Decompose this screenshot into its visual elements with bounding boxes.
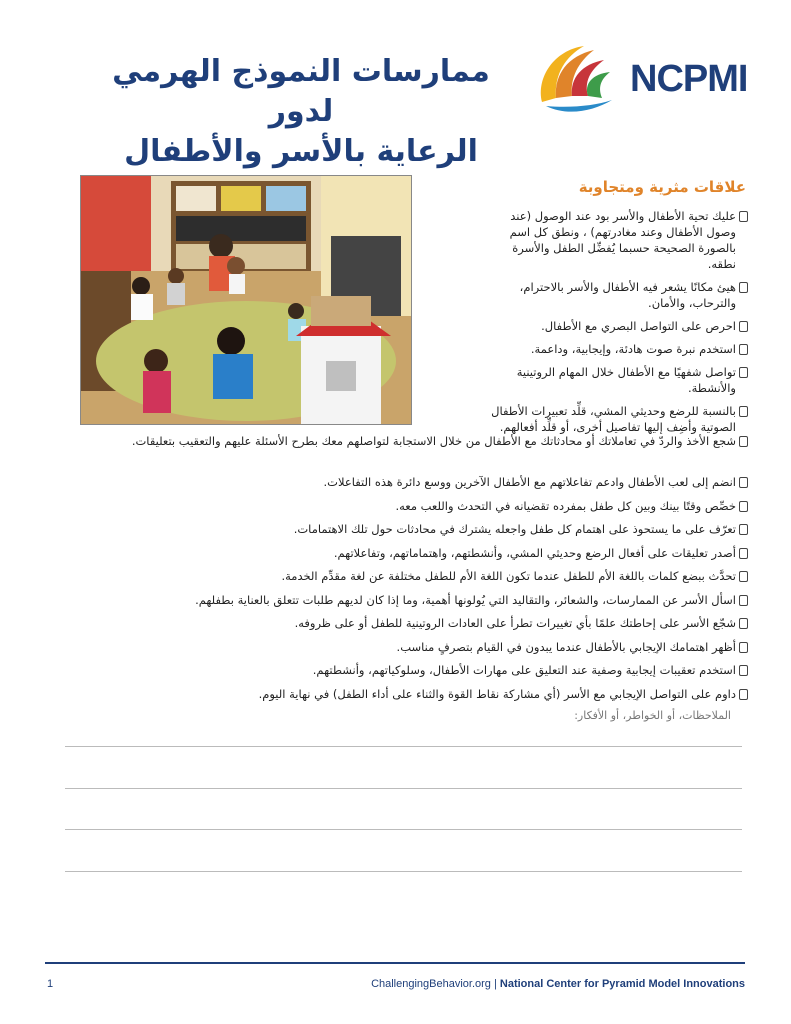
footer-divider <box>45 962 745 964</box>
checkbox-icon[interactable] <box>739 524 748 535</box>
list-item <box>486 364 746 396</box>
list-item-text: شجّع الأسر على إحاطتك علمًا بأي تغييرات تطرأ على العادات الروتينية للطفل أو على ظروفه. <box>294 616 736 630</box>
bullet-list-wide <box>46 433 746 456</box>
checkbox-icon[interactable] <box>739 406 748 417</box>
checkbox-icon[interactable] <box>739 436 748 447</box>
list-item <box>486 279 746 311</box>
list-item <box>486 341 746 357</box>
logo-wordmark: NCPMI <box>630 58 748 100</box>
checkbox-icon[interactable] <box>739 571 748 582</box>
list-item <box>46 545 746 561</box>
checkbox-icon[interactable] <box>739 501 748 512</box>
checkbox-icon[interactable] <box>739 665 748 676</box>
list-item-text: استخدم نبرة صوت هادئة، وإيجابية، وداعمة. <box>530 342 736 356</box>
checkbox-icon[interactable] <box>739 367 748 378</box>
list-item-text: احرص على التواصل البصري مع الأطفال. <box>541 319 736 333</box>
list-item-text: تعرّف على ما يستحوذ على اهتمام كل طفل واجعله يشترك في محادثات حول تلك الاهتمامات. <box>293 522 736 536</box>
list-item-text: اسأل الأسر عن الممارسات، والشعائر، والتقاليد التي يُولونها أهمية، وما إذا كان لديهم طلبات تتعلق بالعناية بطفلهم. <box>195 592 736 607</box>
list-item-text: انضم إلى لعب الأطفال وادعم تفاعلاتهم مع الأطفال الآخرين ووسع دائرة هذه التفاعلات. <box>323 475 736 489</box>
checkbox-icon[interactable] <box>739 595 748 606</box>
checkbox-icon[interactable] <box>739 689 748 700</box>
bullet-list-top <box>486 208 746 442</box>
checkbox-icon[interactable] <box>739 211 748 222</box>
list-item-text: أظهر اهتمامك الإيجابي بالأطفال عندما يبدون في القيام بتصرفٍ مناسب. <box>396 639 736 654</box>
list-item-text: تواصل شفهيًا مع الأطفال خلال المهام الروتينية والأنشطة. <box>516 365 736 395</box>
list-item <box>46 568 746 584</box>
footer-org-name: National Center for Pyramid Model Innovations <box>499 978 745 990</box>
list-item-text: داوم على التواصل الإيجابي مع الأسر (أي مشاركة نقاط القوة والثناء على أداء الطفل) في نهاية اليوم. <box>258 686 736 701</box>
list-item <box>486 208 746 272</box>
classroom-photo <box>80 175 412 425</box>
checkbox-icon[interactable] <box>739 477 748 488</box>
bullet-list-bottom <box>46 474 746 709</box>
page-title-line-1: ممارسات النموذج الهرمي لدور <box>112 54 490 129</box>
list-item-text: استخدم تعقيبات إيجابية وصفية عند التعليق على مهارات الأطفال، وسلوكياتهم، وأنشطتهم. <box>312 663 736 677</box>
list-item <box>46 615 746 631</box>
list-item <box>46 639 746 655</box>
note-line[interactable] <box>65 829 742 830</box>
checkbox-icon[interactable] <box>739 282 748 293</box>
note-line[interactable] <box>65 788 742 789</box>
note-line[interactable] <box>65 746 742 747</box>
list-item <box>486 403 746 435</box>
checkbox-icon[interactable] <box>739 642 748 653</box>
section-heading: علاقات مثرية ومتجاوبة <box>578 178 746 196</box>
list-item-text: أصدر تعليقات على أفعال الرضع وحديثي المشي، وأنشطتهم، واهتماماتهم، وتفاعلاتهم. <box>333 545 736 560</box>
list-item <box>46 592 746 608</box>
checkbox-icon[interactable] <box>739 321 748 332</box>
list-item-text: شجع الأخذ والردّ في تعاملاتك أو محادثاتك مع الأطفال من خلال الاستجابة لتواصلهم معك بطرح الأسئلة عليهم والتعقيب بتعليقات. <box>131 434 736 448</box>
checkbox-icon[interactable] <box>739 548 748 559</box>
footer-credit <box>371 978 745 990</box>
page-number: 1 <box>47 978 54 990</box>
list-item-text: هيئ مكانًا يشعر فيه الأطفال والأسر بالاحترام، والترحاب، والأمان. <box>519 280 736 310</box>
checkbox-icon[interactable] <box>739 344 748 355</box>
list-item <box>46 662 746 678</box>
list-item <box>46 498 746 514</box>
list-item-text: خصِّص وقتًا بينك وبين كل طفل بمفرده تقضيانه في التحدث واللعب معه. <box>395 498 736 513</box>
pyramid-swoosh-icon <box>532 40 622 120</box>
page-title <box>86 52 516 172</box>
page-title-line-2: الرعاية بالأسر والأطفال <box>124 134 478 169</box>
checkbox-icon[interactable] <box>739 618 748 629</box>
list-item <box>486 318 746 334</box>
classroom-photo-icon <box>81 176 411 424</box>
footer-site-link[interactable]: ChallengingBehavior.org | <box>371 978 500 990</box>
list-item <box>46 521 746 537</box>
list-item-text: تحدَّث ببضع كلمات باللغة الأم للطفل عندما تكون اللغة الأم للطفل مختلفة عن لغة مقدِّم الخدمة. <box>281 569 736 583</box>
list-item <box>46 474 746 490</box>
note-line[interactable] <box>65 871 742 872</box>
notes-label: الملاحظات، أو الخواطر، أو الأفكار: <box>574 709 731 722</box>
list-item <box>46 686 746 702</box>
list-item-text: بالنسبة للرضع وحديثي المشي، قلِّد تعبيرات الأطفال الصوتية وأضِف إليها تفاصيل أخرى، أو قلِّد أفعالهم. <box>491 404 736 434</box>
list-item <box>46 433 746 449</box>
list-item-text: عليك تحية الأطفال والأسر بود عند الوصول (عند وصول الأطفال وعند مغادرتهم) ، ونطق كل اسم بالصورة الصحيحة حسبما يُفضِّل الطفل والأسرة نطقه. <box>509 209 736 271</box>
